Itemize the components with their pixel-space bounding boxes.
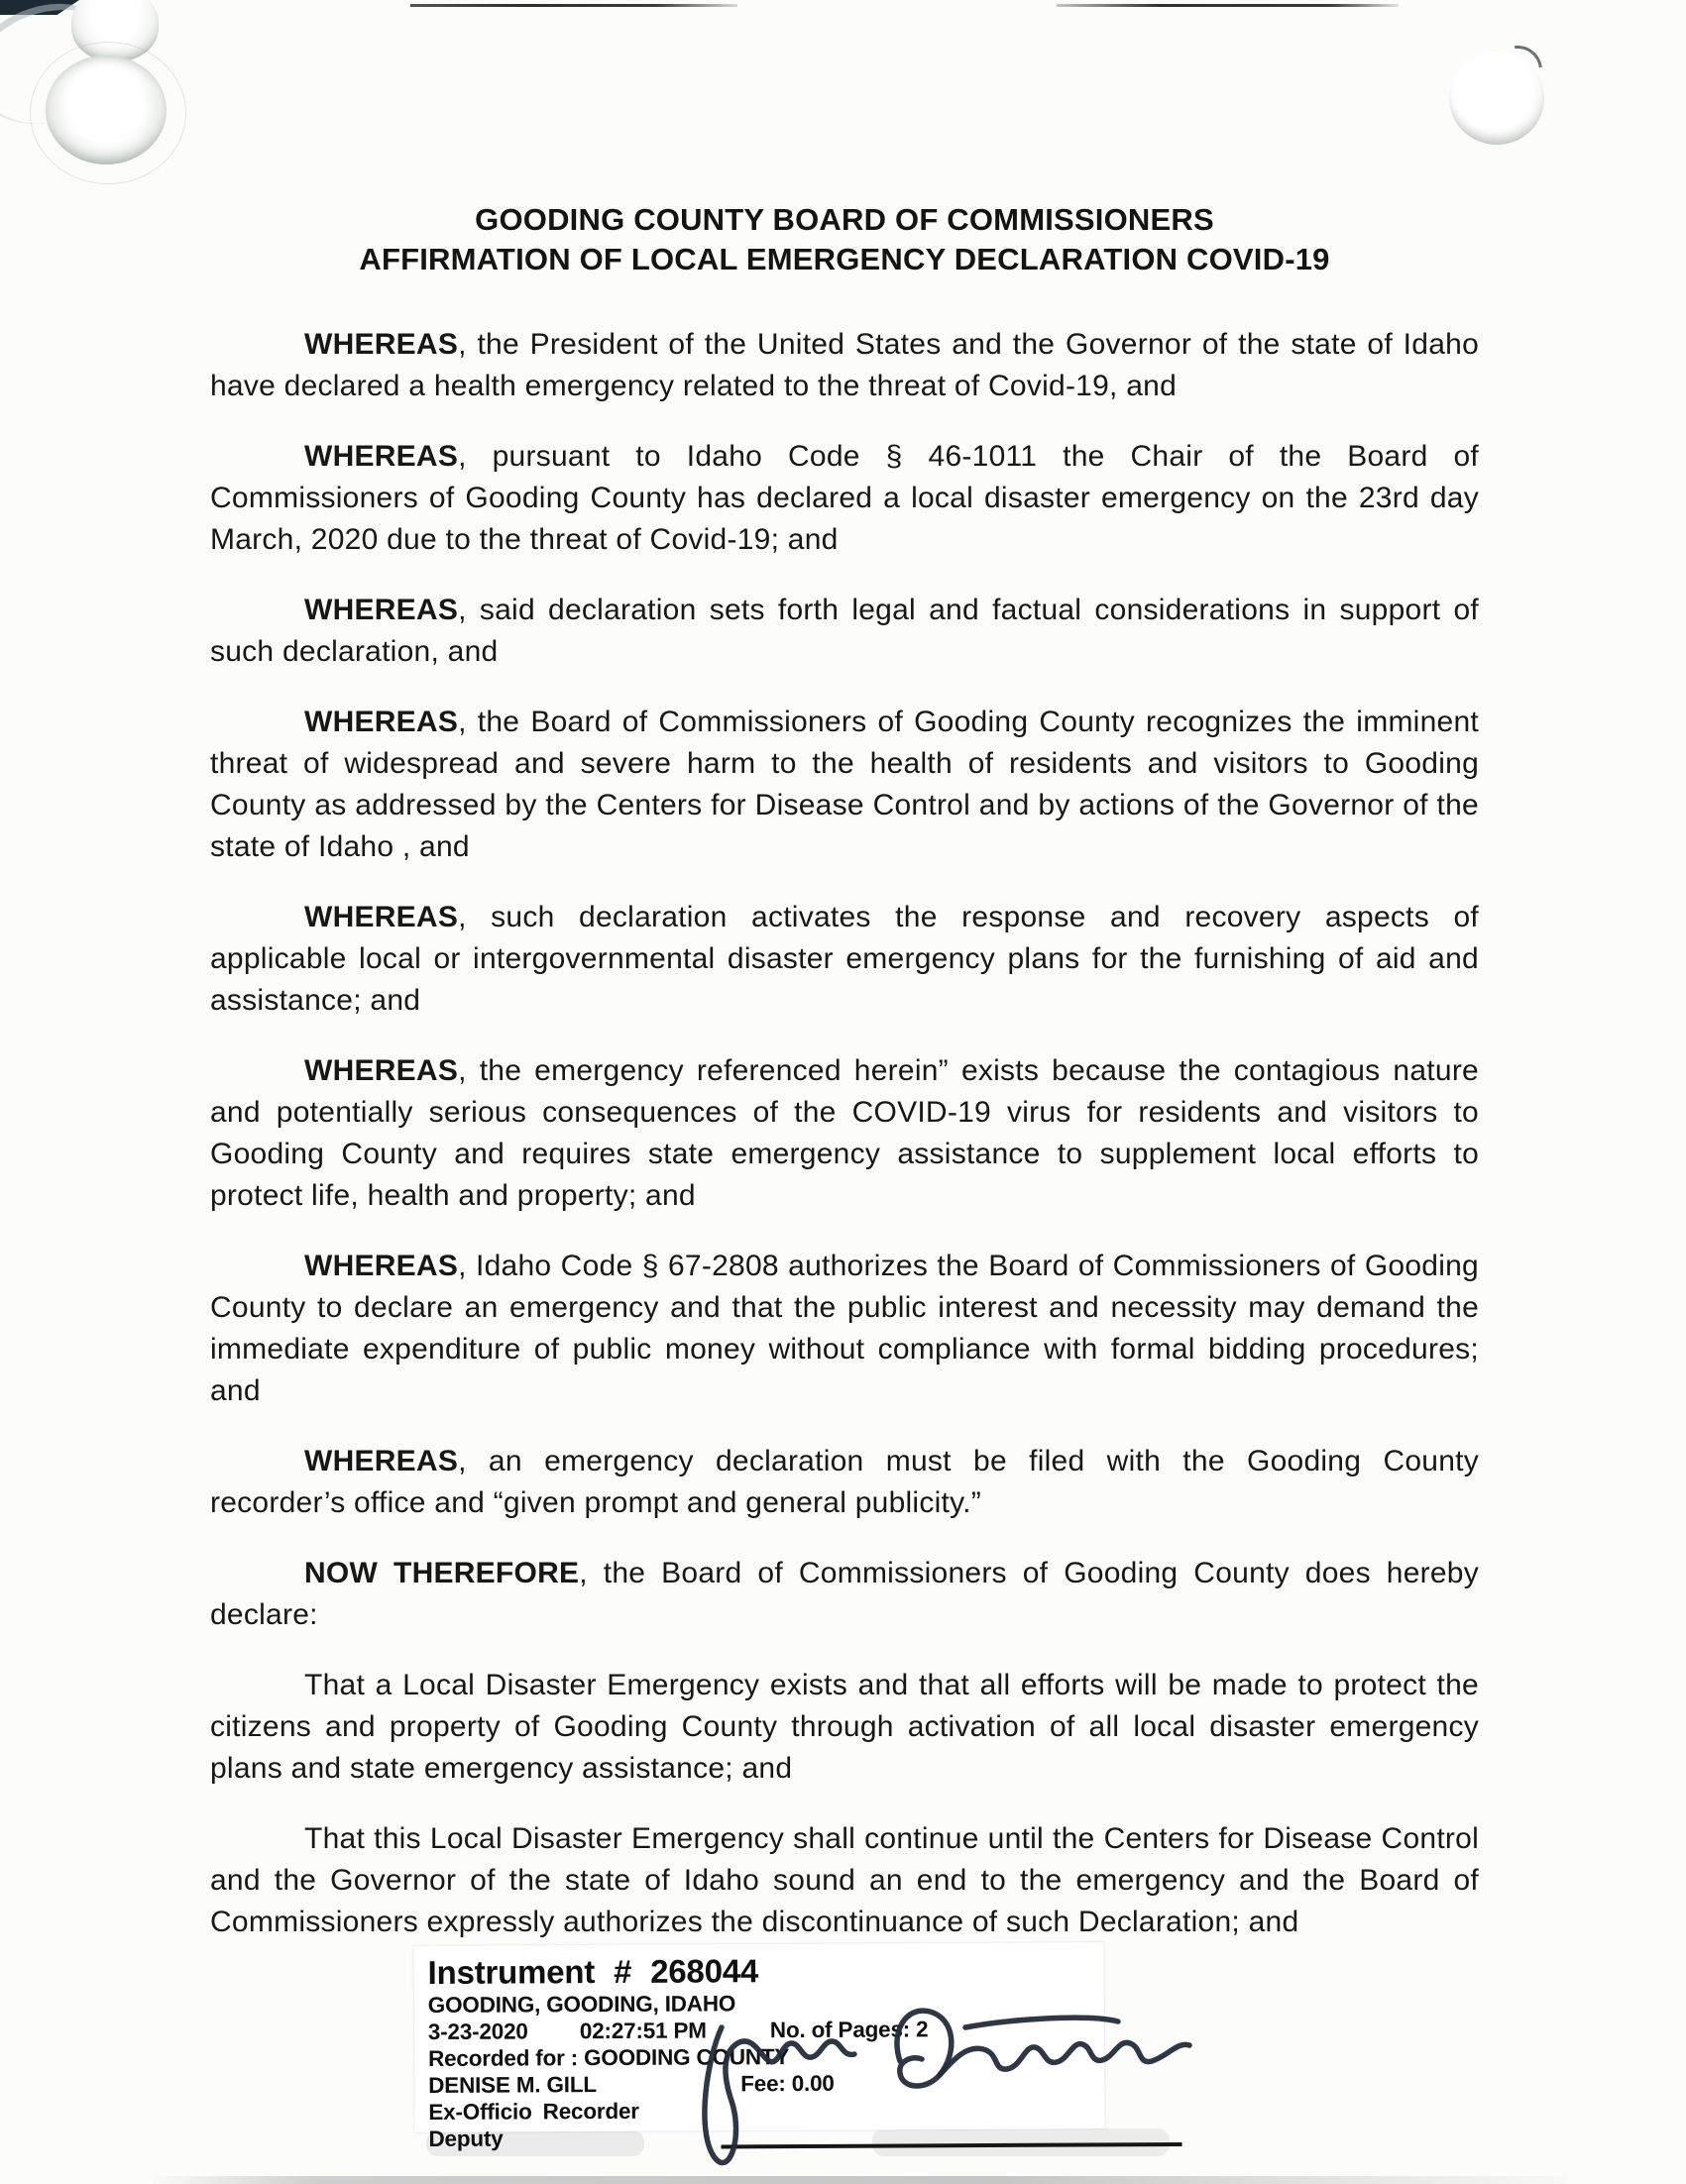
paragraph-text: , the President of the United States and the Governor of the state of Idaho have declared a health emergency related to the threat of Covid-19, and <box>210 328 1479 402</box>
document-title <box>210 200 1479 279</box>
paragraph-lead: WHEREAS <box>304 706 459 738</box>
ring-hole-outline <box>30 42 186 184</box>
paragraph-text: , pursuant to Idaho Code § 46-1011 the Chair of the Board of Commissioners of Gooding County has declared a local disaster emergency on the 23rd day March, 2020 due to the threat of Covid-19; and <box>210 440 1479 556</box>
stamp-instrument-number: Instrument # 268044 <box>427 1952 759 1991</box>
paragraph-lead: WHEREAS <box>304 1250 459 1282</box>
paragraph-whereas-7 <box>210 1246 1479 1412</box>
paragraph-text: , the Board of Commissioners of Gooding County does hereby declare: <box>210 1557 1479 1631</box>
paragraph-whereas-2 <box>210 436 1479 561</box>
paragraph-text: , said declaration sets forth legal and factual considerations in support of such declaration, and <box>210 594 1479 668</box>
scan-line-top-right <box>1057 4 1399 7</box>
title-line-2: AFFIRMATION OF LOCAL EMERGENCY DECLARATION COVID-19 <box>359 242 1330 276</box>
paragraph-text: That this Local Disaster Emergency shall continue until the Centers for Disease Control and the Governor of the state of Idaho sound an end to the emergency and the Board of Commissioners expressly authorizes the discontinuance of such Declaration; and <box>210 1822 1479 1938</box>
stamp-recorder-name: DENISE M. GILL <box>428 2072 597 2098</box>
stamp-recorded-for: Recorded for : GOODING COUNTY <box>427 2044 790 2071</box>
stamp-pages: No. of Pages: 2 <box>769 2017 929 2043</box>
paragraph-lead: WHEREAS <box>304 594 459 626</box>
paragraph-text: , Idaho Code § 67-2808 authorizes the Board of Commissioners of Gooding County to declare an emergency and that the public interest and necessity may demand the immediate expenditure of public money without compliance with formal bidding procedures; and <box>210 1250 1479 1407</box>
stamp-deputy-label: Ex-Officio Recorder Deputy <box>428 2098 639 2151</box>
paragraph-whereas-6 <box>210 1050 1479 1217</box>
paragraph-text: , an emergency declaration must be filed with the Gooding County recorder’s office and “given prompt and general publicity.” <box>210 1445 1479 1519</box>
paragraph-whereas-5 <box>210 897 1479 1022</box>
deputy-signature-handwriting <box>670 1998 1225 2178</box>
paragraph-lead: WHEREAS <box>304 328 459 361</box>
title-line-1: GOODING COUNTY BOARD OF COMMISSIONERS <box>475 202 1214 237</box>
paragraph-whereas-3 <box>210 590 1479 673</box>
scan-line-top-left <box>410 4 737 7</box>
paragraph-lead: WHEREAS <box>304 440 459 473</box>
paragraph-declaration-2 <box>210 1818 1479 1943</box>
paragraph-whereas-1 <box>210 324 1479 407</box>
stamp-location: GOODING, GOODING, IDAHO <box>427 1991 736 2018</box>
stamp-time: 02:27:51 PM <box>579 2018 707 2044</box>
paragraph-text: , the Board of Commissioners of Gooding County recognizes the imminent threat of widespread and severe harm to the health of residents and visitors to Gooding County as addressed by the Centers for Disease Control and by actions of the Governor of the state of Idaho , and <box>210 706 1479 863</box>
stamp-fee: Fee: 0.00 <box>740 2070 835 2097</box>
document-body <box>210 200 1479 1943</box>
paragraph-lead: WHEREAS <box>304 901 459 933</box>
paragraph-whereas-4 <box>210 702 1479 868</box>
paragraph-text: , the emergency referenced herein” exists because the contagious nature and potentially serious consequences of the COVID-19 virus for residents and visitors to Gooding County and requires state emergency assistance to supplement local efforts to protect life, health and property; and <box>210 1054 1479 1212</box>
paragraph-lead: NOW THEREFORE <box>304 1557 580 1589</box>
paragraph-text: , such declaration activates the response and recovery aspects of applicable local or intergovernmental disaster emergency plans for the furnishing of aid and assistance; and <box>210 901 1479 1017</box>
paragraph-whereas-8 <box>210 1441 1479 1524</box>
paragraph-text: That a Local Disaster Emergency exists and that all efforts will be made to protect the citizens and property of Gooding County through activation of all local disaster emergency plans and state emergency assistance; and <box>210 1669 1479 1785</box>
paragraph-lead: WHEREAS <box>304 1054 459 1087</box>
paragraph-now-therefore <box>210 1553 1479 1636</box>
stamp-date: 3-23-2020 <box>427 2019 528 2044</box>
paragraph-lead: WHEREAS <box>304 1445 459 1477</box>
paragraph-declaration-1 <box>210 1665 1479 1790</box>
